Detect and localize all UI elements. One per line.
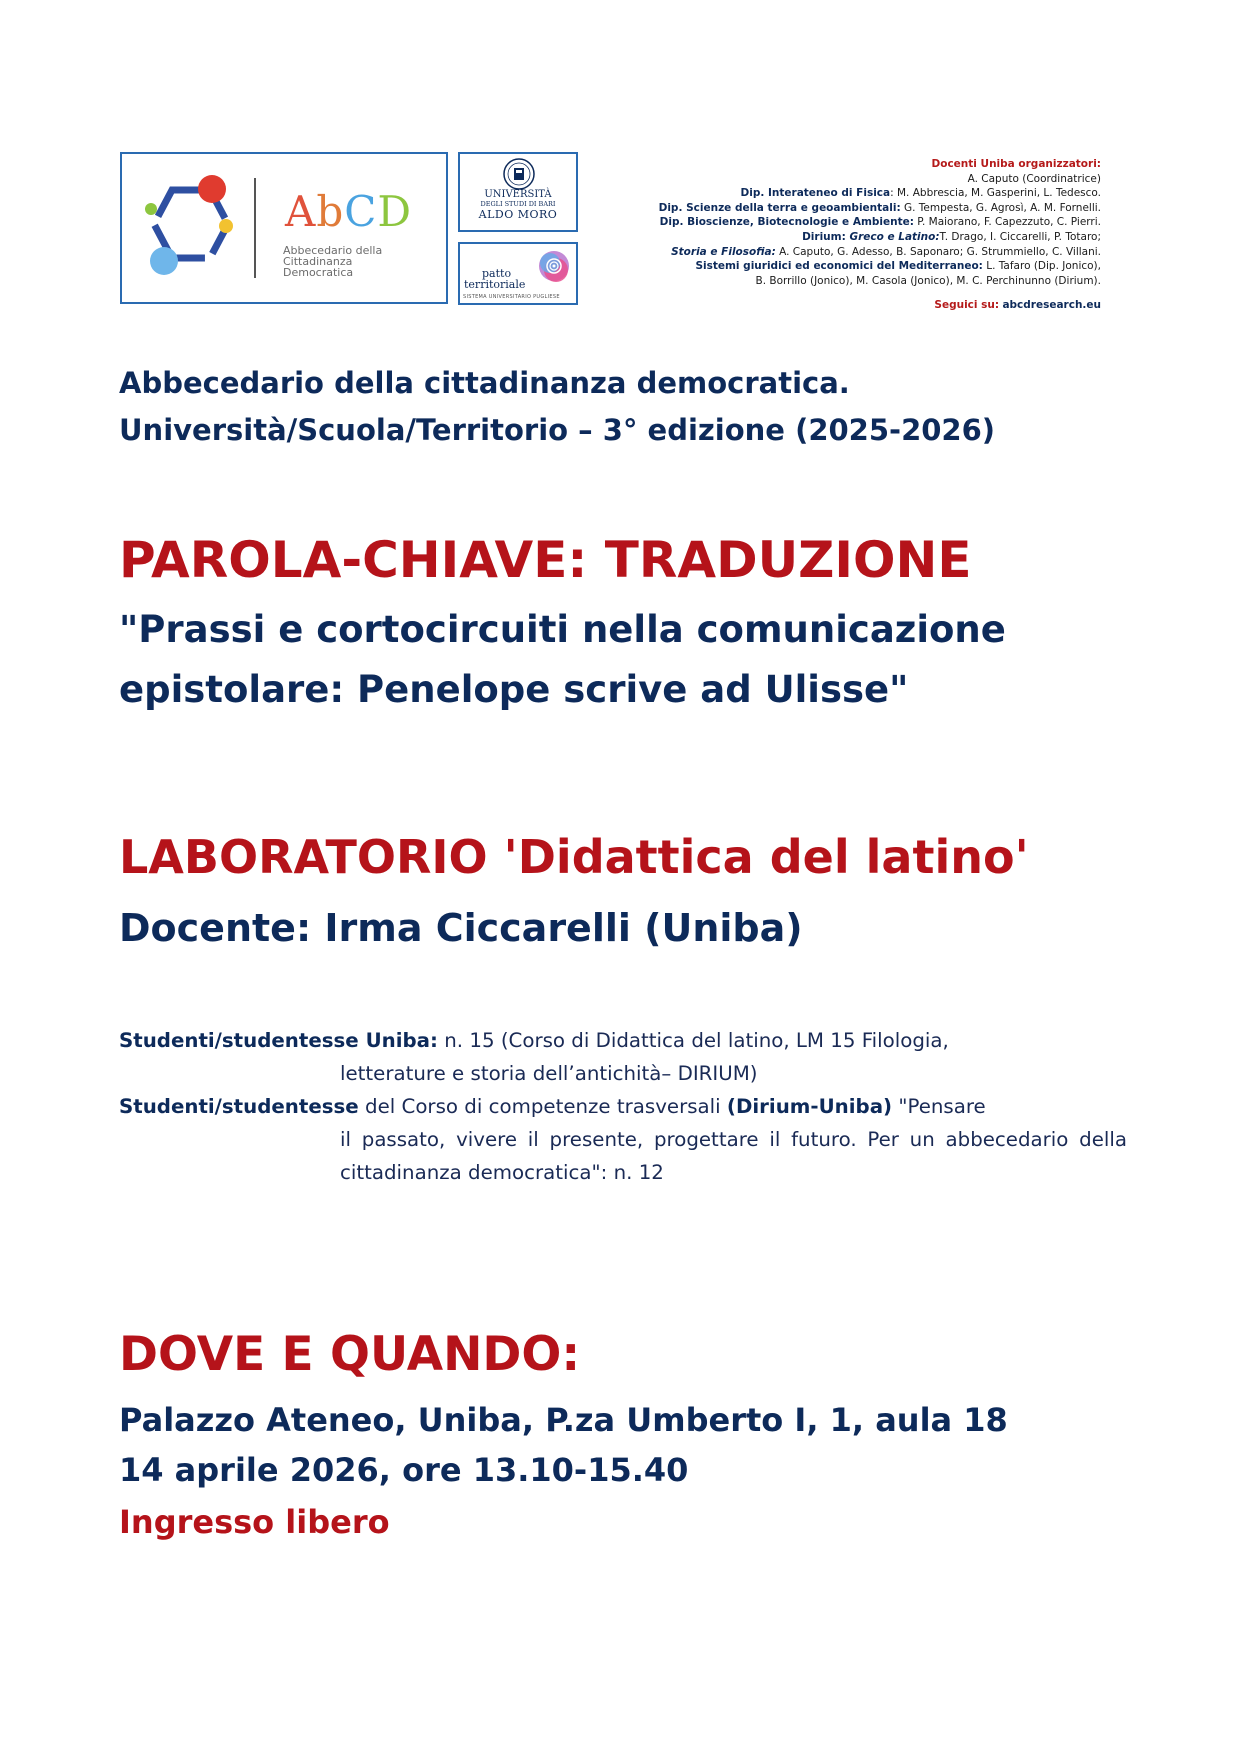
project-title: Abbecedario della cittadinanza democratica.: [119, 366, 850, 400]
lab-teacher: Docente: Irma Ciccarelli (Uniba): [119, 906, 803, 950]
event-location: Palazzo Ateneo, Uniba, P.za Umberto I, 1, aula 18: [119, 1401, 1008, 1439]
students-block: [119, 1024, 1127, 1189]
students-item-transversal: Studenti/studentesse del Corso di competenze trasversali (Dirium-Uniba) "Pensare il passato, vivere il presente, progettare il futuro. Per un abbecedario della cittadinanza democratica": n. 12: [119, 1095, 1127, 1184]
organizers-line: B. Borrillo (Jonico), M. Casola (Jonico), M. C. Perchinunno (Dirium).: [755, 274, 1101, 287]
organizers-block: [601, 157, 1101, 313]
event-date-time: 14 aprile 2026, ore 13.10-15.40: [119, 1451, 689, 1489]
uniba-name-line3: ALDO MORO: [478, 208, 558, 221]
abcd-logo: [120, 152, 448, 304]
talk-title: [119, 600, 1129, 720]
free-entry-note: Ingresso libero: [119, 1503, 390, 1541]
organizers-line: Dirium: Greco e Latino:T. Drago, I. Ciccarelli, P. Totaro;: [802, 230, 1101, 243]
lab-heading: LABORATORIO 'Didattica del latino': [119, 830, 1029, 884]
patto-word: patto: [482, 267, 512, 280]
project-intro: [119, 360, 1119, 454]
patto-tagline: SISTEMA UNIVERSITARIO PUGLIESE: [463, 294, 560, 300]
students-item-uniba: Studenti/studentesse Uniba: n. 15 (Corso di Didattica del latino, LM 15 Filologia, letterature e storia dell’antichità– DIRIUM): [119, 1029, 949, 1085]
uniba-seal-icon: [500, 158, 538, 190]
uniba-name-line1: UNIVERSITÀ: [484, 189, 552, 200]
organizers-line: Dip. Scienze della terra e geoambientali: G. Tempesta, G. Agrosì, A. M. Fornelli.: [658, 201, 1101, 214]
talk-title-line1: "Prassi e cortocircuiti nella comunicazione: [119, 608, 1006, 651]
organizers-heading: Docenti Uniba organizzatori:: [931, 158, 1101, 170]
organizers-line: Dip. Bioscienze, Biotecnologie e Ambiente: P. Maiorano, F. Capezzuto, C. Pierri.: [659, 216, 1101, 229]
abcd-subtitle: Abbecedario della Cittadinanza Democratica: [283, 244, 383, 279]
where-when-heading: DOVE E QUANDO:: [119, 1327, 581, 1382]
uniba-logo: [458, 152, 578, 232]
patto-territoriale-logo: [458, 242, 578, 305]
follow-us: Seguici su: abcdresearch.eu: [934, 299, 1101, 312]
organizers-line: Storia e Filosofia: A. Caputo, G. Adesso, B. Saponaro; G. Strummiello, C. Villani.: [671, 245, 1101, 258]
talk-title-line2: epistolare: Penelope scrive ad Ulisse": [119, 668, 909, 711]
uniba-name-line2: DEGLI STUDI DI BARI: [480, 200, 556, 208]
abcd-wordmark: AbCD: [285, 187, 413, 236]
website-link[interactable]: abcdresearch.eu: [1002, 299, 1101, 312]
fingerprint-pin-icon: [534, 248, 572, 292]
territoriale-word: territoriale: [464, 278, 526, 291]
project-edition: Università/Scuola/Territorio – 3° edizione (2025-2026): [119, 413, 996, 447]
organizers-line: Sistemi giuridici ed economici del Mediterraneo: L. Tafaro (Dip. Jonico),: [695, 260, 1101, 273]
keyword-heading: PAROLA-CHIAVE: TRADUZIONE: [119, 531, 972, 589]
organizers-line: Dip. Interateneo di Fisica: M. Abbrescia, M. Gasperini, L. Tedesco.: [740, 187, 1101, 200]
organizers-coordinator: A. Caputo (Coordinatrice): [967, 172, 1101, 185]
